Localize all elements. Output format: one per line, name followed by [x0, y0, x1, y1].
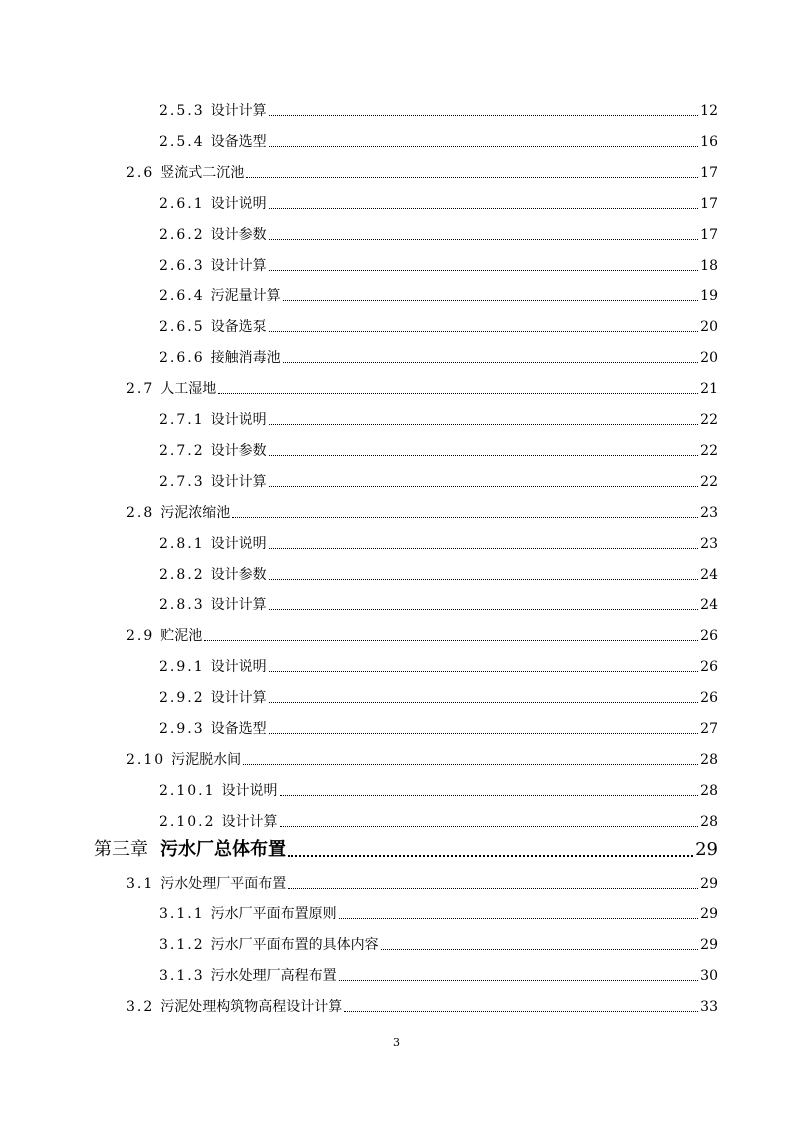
toc-entry[interactable] — [94, 836, 718, 862]
toc-entry-page: 28 — [700, 751, 718, 768]
toc-entry[interactable] — [159, 932, 718, 954]
toc-entry-number: 2.6.1 — [159, 195, 205, 212]
toc-entry[interactable] — [159, 438, 718, 460]
toc-entry-page: 17 — [700, 164, 718, 181]
toc-entry-page: 23 — [700, 535, 718, 552]
toc-entry[interactable] — [159, 314, 718, 336]
toc-entry-title: 设计计算 — [210, 473, 267, 490]
toc-entry-page: 28 — [700, 782, 718, 799]
toc-dot-leader — [269, 239, 699, 240]
toc-entry-title: 设备选泵 — [210, 319, 267, 336]
toc-entry-title: 接触消毒池 — [210, 350, 281, 367]
toc-entry-number: 2.8 — [126, 504, 155, 521]
toc-entry-page: 21 — [700, 381, 718, 398]
toc-dot-leader — [204, 640, 698, 641]
toc-entry[interactable] — [159, 592, 718, 614]
toc-entry-title: 设备选型 — [210, 721, 267, 737]
toc-dot-leader — [344, 1011, 698, 1012]
toc-entry[interactable] — [159, 562, 718, 584]
toc-entry-page: 12 — [700, 103, 718, 119]
toc-entry-page: 17 — [700, 226, 718, 243]
toc-dot-leader — [288, 855, 693, 857]
toc-entry-number: 第三章 — [94, 838, 148, 860]
toc-entry-number: 3.2 — [126, 999, 155, 1016]
toc-entry-number: 2.7.1 — [159, 412, 205, 428]
toc-entry-title: 设计计算 — [221, 813, 278, 830]
toc-entry-number: 3.1.3 — [159, 968, 205, 985]
toc-entry-number: 2.5.3 — [159, 103, 205, 119]
toc-entry-page: 22 — [700, 442, 718, 459]
toc-entry-page: 23 — [700, 504, 718, 521]
toc-dot-leader — [232, 517, 698, 518]
toc-entry-title: 设计参数 — [210, 226, 267, 243]
toc-entry-page: 20 — [700, 319, 718, 336]
toc-entry-page: 24 — [700, 566, 718, 583]
toc-entry-title: 污泥量计算 — [210, 288, 281, 305]
toc-entry-number: 2.5.4 — [159, 133, 205, 150]
toc-entry-title: 人工湿地 — [160, 381, 217, 398]
toc-entry-title: 设计说明 — [210, 412, 267, 428]
toc-dot-leader — [269, 455, 699, 456]
toc-entry-page: 26 — [700, 659, 718, 676]
toc-entry[interactable] — [159, 809, 718, 831]
toc-dot-leader — [280, 795, 699, 796]
toc-entry[interactable] — [159, 129, 718, 151]
toc-dot-leader — [339, 980, 699, 981]
toc-entry[interactable] — [159, 191, 718, 213]
toc-entry-title: 设计说明 — [210, 659, 267, 676]
toc-dot-leader — [269, 424, 699, 425]
toc-entry-number: 2.6.2 — [159, 226, 205, 243]
toc-entry-number: 2.6 — [126, 164, 155, 181]
toc-dot-leader — [269, 331, 699, 332]
toc-entry-title: 设计说明 — [210, 535, 267, 552]
toc-entry-page: 33 — [700, 999, 718, 1016]
toc-entry-page: 29 — [700, 906, 718, 923]
toc-entry-number: 3.1.1 — [159, 906, 205, 923]
toc-entry-number: 2.7 — [126, 381, 155, 398]
toc-entry-page: 19 — [700, 288, 718, 305]
toc-dot-leader — [218, 393, 698, 394]
toc-entry-title: 设计计算 — [210, 257, 267, 274]
toc-entry-title: 设计计算 — [210, 103, 267, 119]
toc-dot-leader — [381, 949, 699, 950]
toc-dot-leader — [269, 579, 699, 580]
toc-entry[interactable] — [126, 747, 718, 769]
toc-entry-title: 污泥脱水间 — [171, 751, 242, 768]
toc-entry-page: 24 — [700, 597, 718, 614]
toc-entry-number: 2.10.2 — [159, 813, 216, 830]
toc-entry-number: 2.6.6 — [159, 350, 205, 367]
toc-entry-page: 26 — [700, 628, 718, 645]
toc-entry-number: 2.6.4 — [159, 288, 205, 305]
toc-entry[interactable] — [126, 500, 718, 522]
toc-entry[interactable] — [159, 654, 718, 676]
toc-entry[interactable] — [126, 623, 718, 645]
toc-entry[interactable] — [159, 407, 718, 429]
toc-dot-leader — [269, 486, 699, 487]
toc-entry[interactable] — [159, 716, 718, 738]
toc-entry-page: 18 — [700, 257, 718, 274]
toc-entry-number: 2.10 — [126, 751, 166, 768]
toc-entry-number: 2.9.1 — [159, 659, 205, 676]
toc-entry-page: 22 — [700, 473, 718, 490]
toc-entry-page: 17 — [700, 195, 718, 212]
toc-entry-title: 污水处理厂平面布置 — [160, 875, 287, 892]
toc-entry-number: 2.9.3 — [159, 721, 205, 737]
toc-entry-number: 2.8.3 — [159, 597, 205, 614]
toc-entry[interactable] — [159, 901, 718, 923]
toc-entry-number: 2.8.1 — [159, 535, 205, 552]
toc-dot-leader — [269, 146, 699, 147]
toc-entry-number: 3.1 — [126, 875, 155, 892]
toc-entry-title: 设计参数 — [210, 566, 267, 583]
toc-dot-leader — [269, 270, 699, 271]
toc-entry-title: 设计参数 — [210, 442, 267, 459]
toc-entry[interactable] — [159, 283, 718, 305]
toc-entry[interactable] — [159, 469, 718, 491]
toc-entry-page: 22 — [700, 412, 718, 428]
page-number: 3 — [393, 1036, 400, 1049]
toc-entry-page: 27 — [700, 721, 718, 737]
toc-entry[interactable] — [159, 685, 718, 707]
toc-entry-title: 污水厂总体布置 — [160, 838, 286, 860]
toc-dot-leader — [288, 888, 698, 889]
toc-entry-title: 竖流式二沉池 — [160, 164, 245, 181]
toc-entry-page: 16 — [700, 133, 718, 150]
toc-entry-number: 2.9.2 — [159, 690, 205, 707]
toc-entry[interactable] — [159, 531, 718, 553]
toc-dot-leader — [269, 548, 699, 549]
toc-entry-number: 2.7.2 — [159, 442, 205, 459]
toc-entry[interactable] — [126, 994, 718, 1016]
toc-dot-leader — [283, 300, 699, 301]
toc-dot-leader — [269, 733, 699, 734]
toc-entry[interactable] — [126, 871, 718, 893]
toc-entry-title: 设计说明 — [210, 195, 267, 212]
toc-entry-page: 29 — [700, 875, 718, 892]
toc-entry[interactable] — [159, 963, 718, 985]
toc-entry-number: 2.7.3 — [159, 473, 205, 490]
toc-entry[interactable] — [126, 376, 718, 398]
toc-entry[interactable] — [159, 98, 718, 120]
toc-dot-leader — [269, 609, 699, 610]
toc-entry-number: 2.6.3 — [159, 257, 205, 274]
toc-dot-leader — [283, 362, 699, 363]
toc-entry-title: 设计说明 — [221, 782, 278, 799]
toc-dot-leader — [269, 671, 699, 672]
toc-entry[interactable] — [159, 253, 718, 275]
toc-entry-number: 2.9 — [126, 628, 155, 645]
toc-dot-leader — [269, 115, 699, 116]
toc-entry-page: 30 — [700, 968, 718, 985]
toc-entry-title: 污泥处理构筑物高程设计计算 — [160, 999, 343, 1016]
toc-entry-number: 2.8.2 — [159, 566, 205, 583]
toc-entry[interactable] — [126, 160, 718, 182]
toc-entry-number: 3.1.2 — [159, 937, 205, 954]
toc-dot-leader — [269, 702, 699, 703]
toc-dot-leader — [246, 177, 698, 178]
toc-dot-leader — [269, 208, 699, 209]
toc-entry-page: 20 — [700, 350, 718, 367]
toc-entry-title: 污水厂平面布置的具体内容 — [210, 937, 379, 954]
toc-entry-title: 污水厂平面布置原则 — [210, 906, 337, 923]
toc-entry-number: 2.10.1 — [159, 782, 216, 799]
toc-entry-page: 29 — [700, 937, 718, 954]
toc-dot-leader — [339, 918, 699, 919]
toc-entry[interactable] — [159, 778, 718, 800]
toc-entry-title: 贮泥池 — [160, 628, 203, 645]
toc-dot-leader — [243, 764, 698, 765]
toc-entry-page: 28 — [700, 813, 718, 830]
toc-entry-title: 设计计算 — [210, 597, 267, 614]
toc-entry-page: 29 — [695, 838, 718, 860]
toc-entry-title: 设计计算 — [210, 690, 267, 707]
toc-entry-page: 26 — [700, 690, 718, 707]
toc-entry-title: 设备选型 — [210, 133, 267, 150]
toc-entry[interactable] — [159, 222, 718, 244]
toc-dot-leader — [280, 826, 699, 827]
toc-entry-title: 污泥浓缩池 — [160, 504, 231, 521]
toc-entry[interactable] — [159, 345, 718, 367]
toc-entry-title: 污水处理厂高程布置 — [210, 968, 337, 985]
toc-entry-number: 2.6.5 — [159, 319, 205, 336]
